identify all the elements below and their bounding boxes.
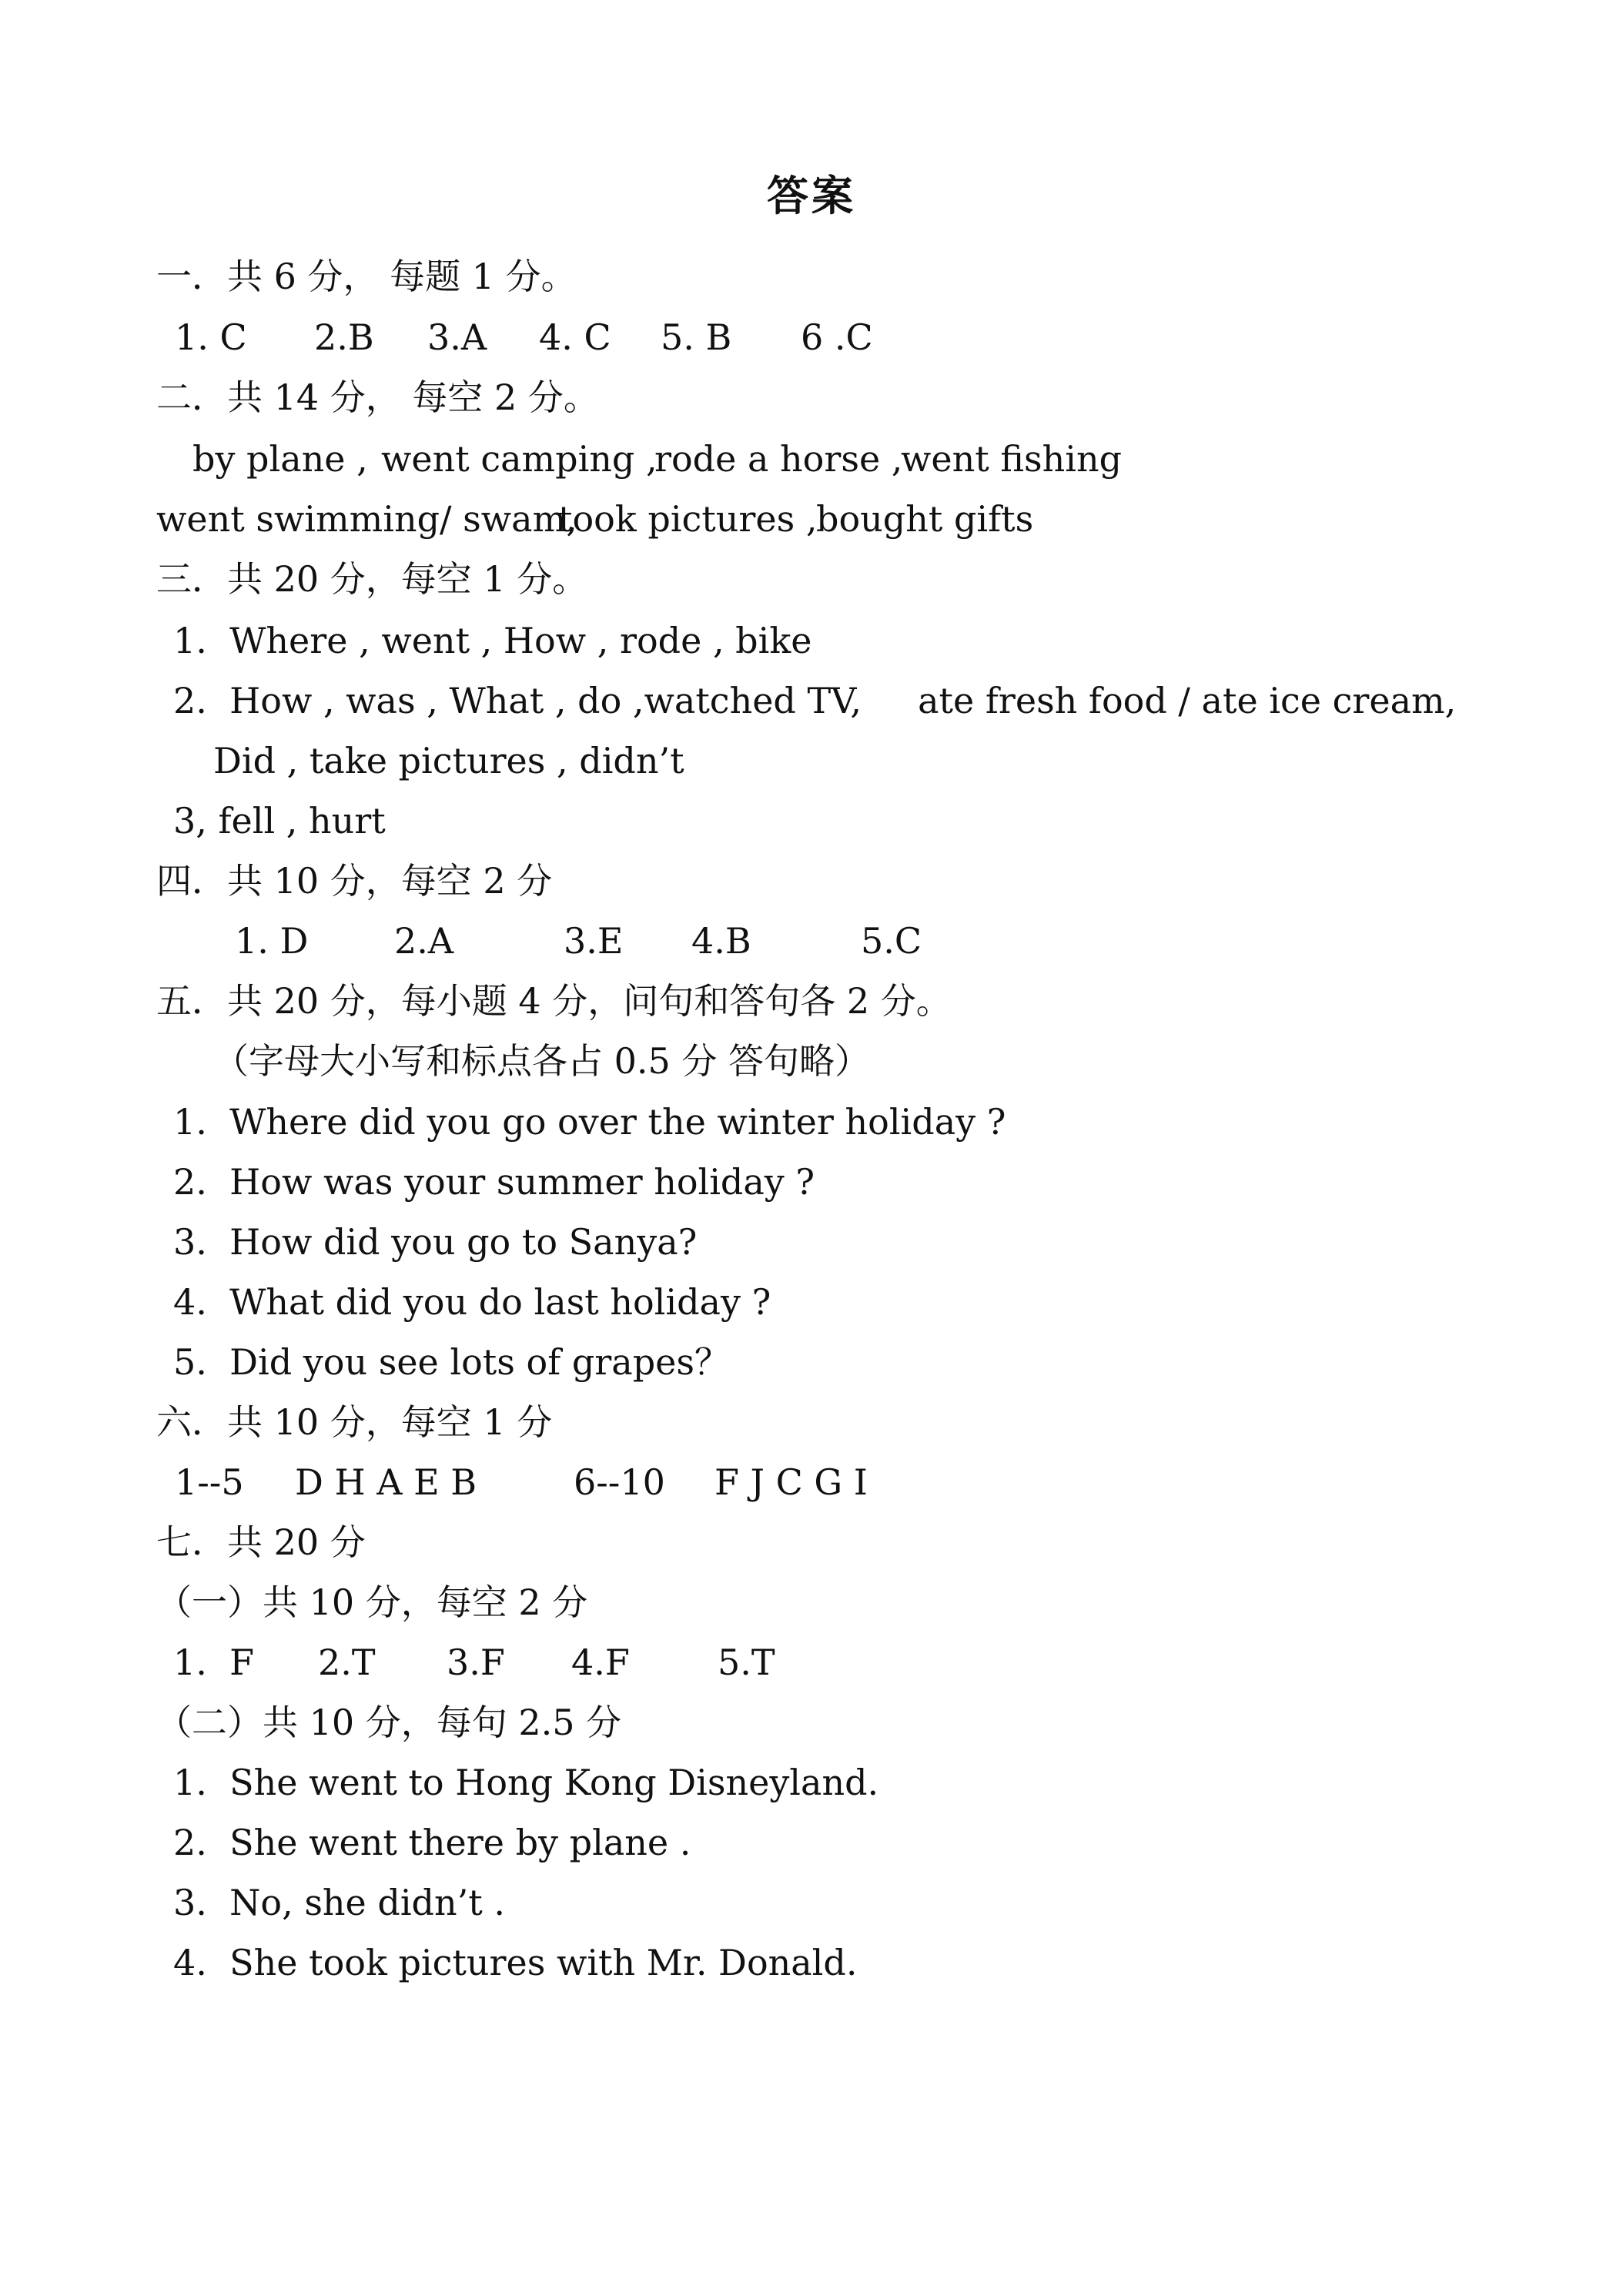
answer-item: 2.T [318, 1642, 376, 1683]
section-7-sub-2-item-1: 1. She went to Hong Kong Disneyland. [173, 1762, 879, 1803]
answer-item: by plane , [192, 438, 368, 480]
section-5-item-5: 5. Did you see lots of grapes？ [173, 1341, 730, 1383]
section-7-sub-1-answers [0, 1638, 1623, 1983]
section-3-line-1: 1. Where , went , How , rode , bike [173, 620, 812, 661]
answer-item: took pictures , [558, 498, 818, 540]
section-3-heading: 三．共 20 分，每空 1 分。 [156, 558, 588, 600]
section-5-item-4: 4. What did you do last holiday ? [173, 1281, 771, 1323]
answer-item: 5.C [861, 920, 922, 962]
answer-letters: D H A E B [295, 1461, 477, 1503]
section-3-line-2: 2. How , was , What , do ,watched TV, ate fresh food / ate ice cream, [173, 680, 1457, 721]
answer-item: went camping , [381, 438, 658, 480]
section-7-sub-2-heading: （二）共 10 分，每句 2.5 分 [156, 1702, 622, 1743]
answer-item: 2.B [314, 316, 374, 358]
answer-item: bought gifts [816, 498, 1034, 540]
section-5-item-1: 1. Where did you go over the winter holiday ? [173, 1101, 1006, 1143]
answer-item: went swimming/ swam, [156, 498, 577, 540]
section-5-note: （字母大小写和标点各占 0.5 分 答句略） [213, 1040, 871, 1082]
page-title: 答案 [767, 171, 856, 220]
section-3-line-3: Did , take pictures , didn’t [213, 740, 684, 782]
answer-item: rode a horse , [654, 438, 903, 480]
answer-item: 4. C [539, 316, 611, 358]
section-5-item-3: 3. How did you go to Sanya? [173, 1221, 698, 1263]
answer-item: went fishing [901, 438, 1123, 480]
section-7-sub-2-item-2: 2. She went there by plane . [173, 1822, 691, 1863]
section-5-heading: 五．共 20 分，每小题 4 分，问句和答句各 2 分。 [156, 980, 952, 1022]
answer-letters: F J C G I [714, 1461, 868, 1503]
answer-item: 5. B [661, 316, 732, 358]
answer-item: 4.B [691, 920, 751, 962]
answer-item: 3.E [564, 920, 624, 962]
answer-item: 3.F [447, 1642, 505, 1683]
answer-item: 1. C [175, 316, 247, 358]
answer-item: 1. D [235, 920, 309, 962]
section-3-line-4: 3, fell , hurt [173, 800, 386, 842]
section-6-heading: 六．共 10 分，每空 1 分 [156, 1401, 553, 1443]
answer-range: 1--5 [175, 1461, 244, 1503]
section-4-answers [0, 916, 1623, 1261]
section-5-item-2: 2. How was your summer holiday ? [173, 1161, 815, 1203]
answer-item: 4.F [571, 1642, 630, 1683]
answer-item: 2.A [394, 920, 454, 962]
answer-item: 3.A [427, 316, 487, 358]
section-7-heading: 七．共 20 分 [156, 1521, 366, 1563]
section-7-sub-2-item-4: 4. She took pictures with Mr. Donald. [173, 1942, 858, 1983]
section-2-heading: 二．共 14 分， 每空 2 分。 [156, 377, 599, 418]
section-7-sub-1-heading: （一）共 10 分，每空 2 分 [156, 1581, 588, 1623]
section-7-sub-2-item-3: 3. No, she didn’t . [173, 1882, 505, 1923]
section-1-heading: 一．共 6 分， 每题 1 分。 [156, 256, 577, 297]
answer-item: 6 .C [801, 316, 873, 358]
answer-item: 1. F [173, 1642, 255, 1683]
answer-item: 5.T [718, 1642, 775, 1683]
section-4-heading: 四．共 10 分，每空 2 分 [156, 860, 553, 902]
answer-range: 6--10 [574, 1461, 665, 1503]
